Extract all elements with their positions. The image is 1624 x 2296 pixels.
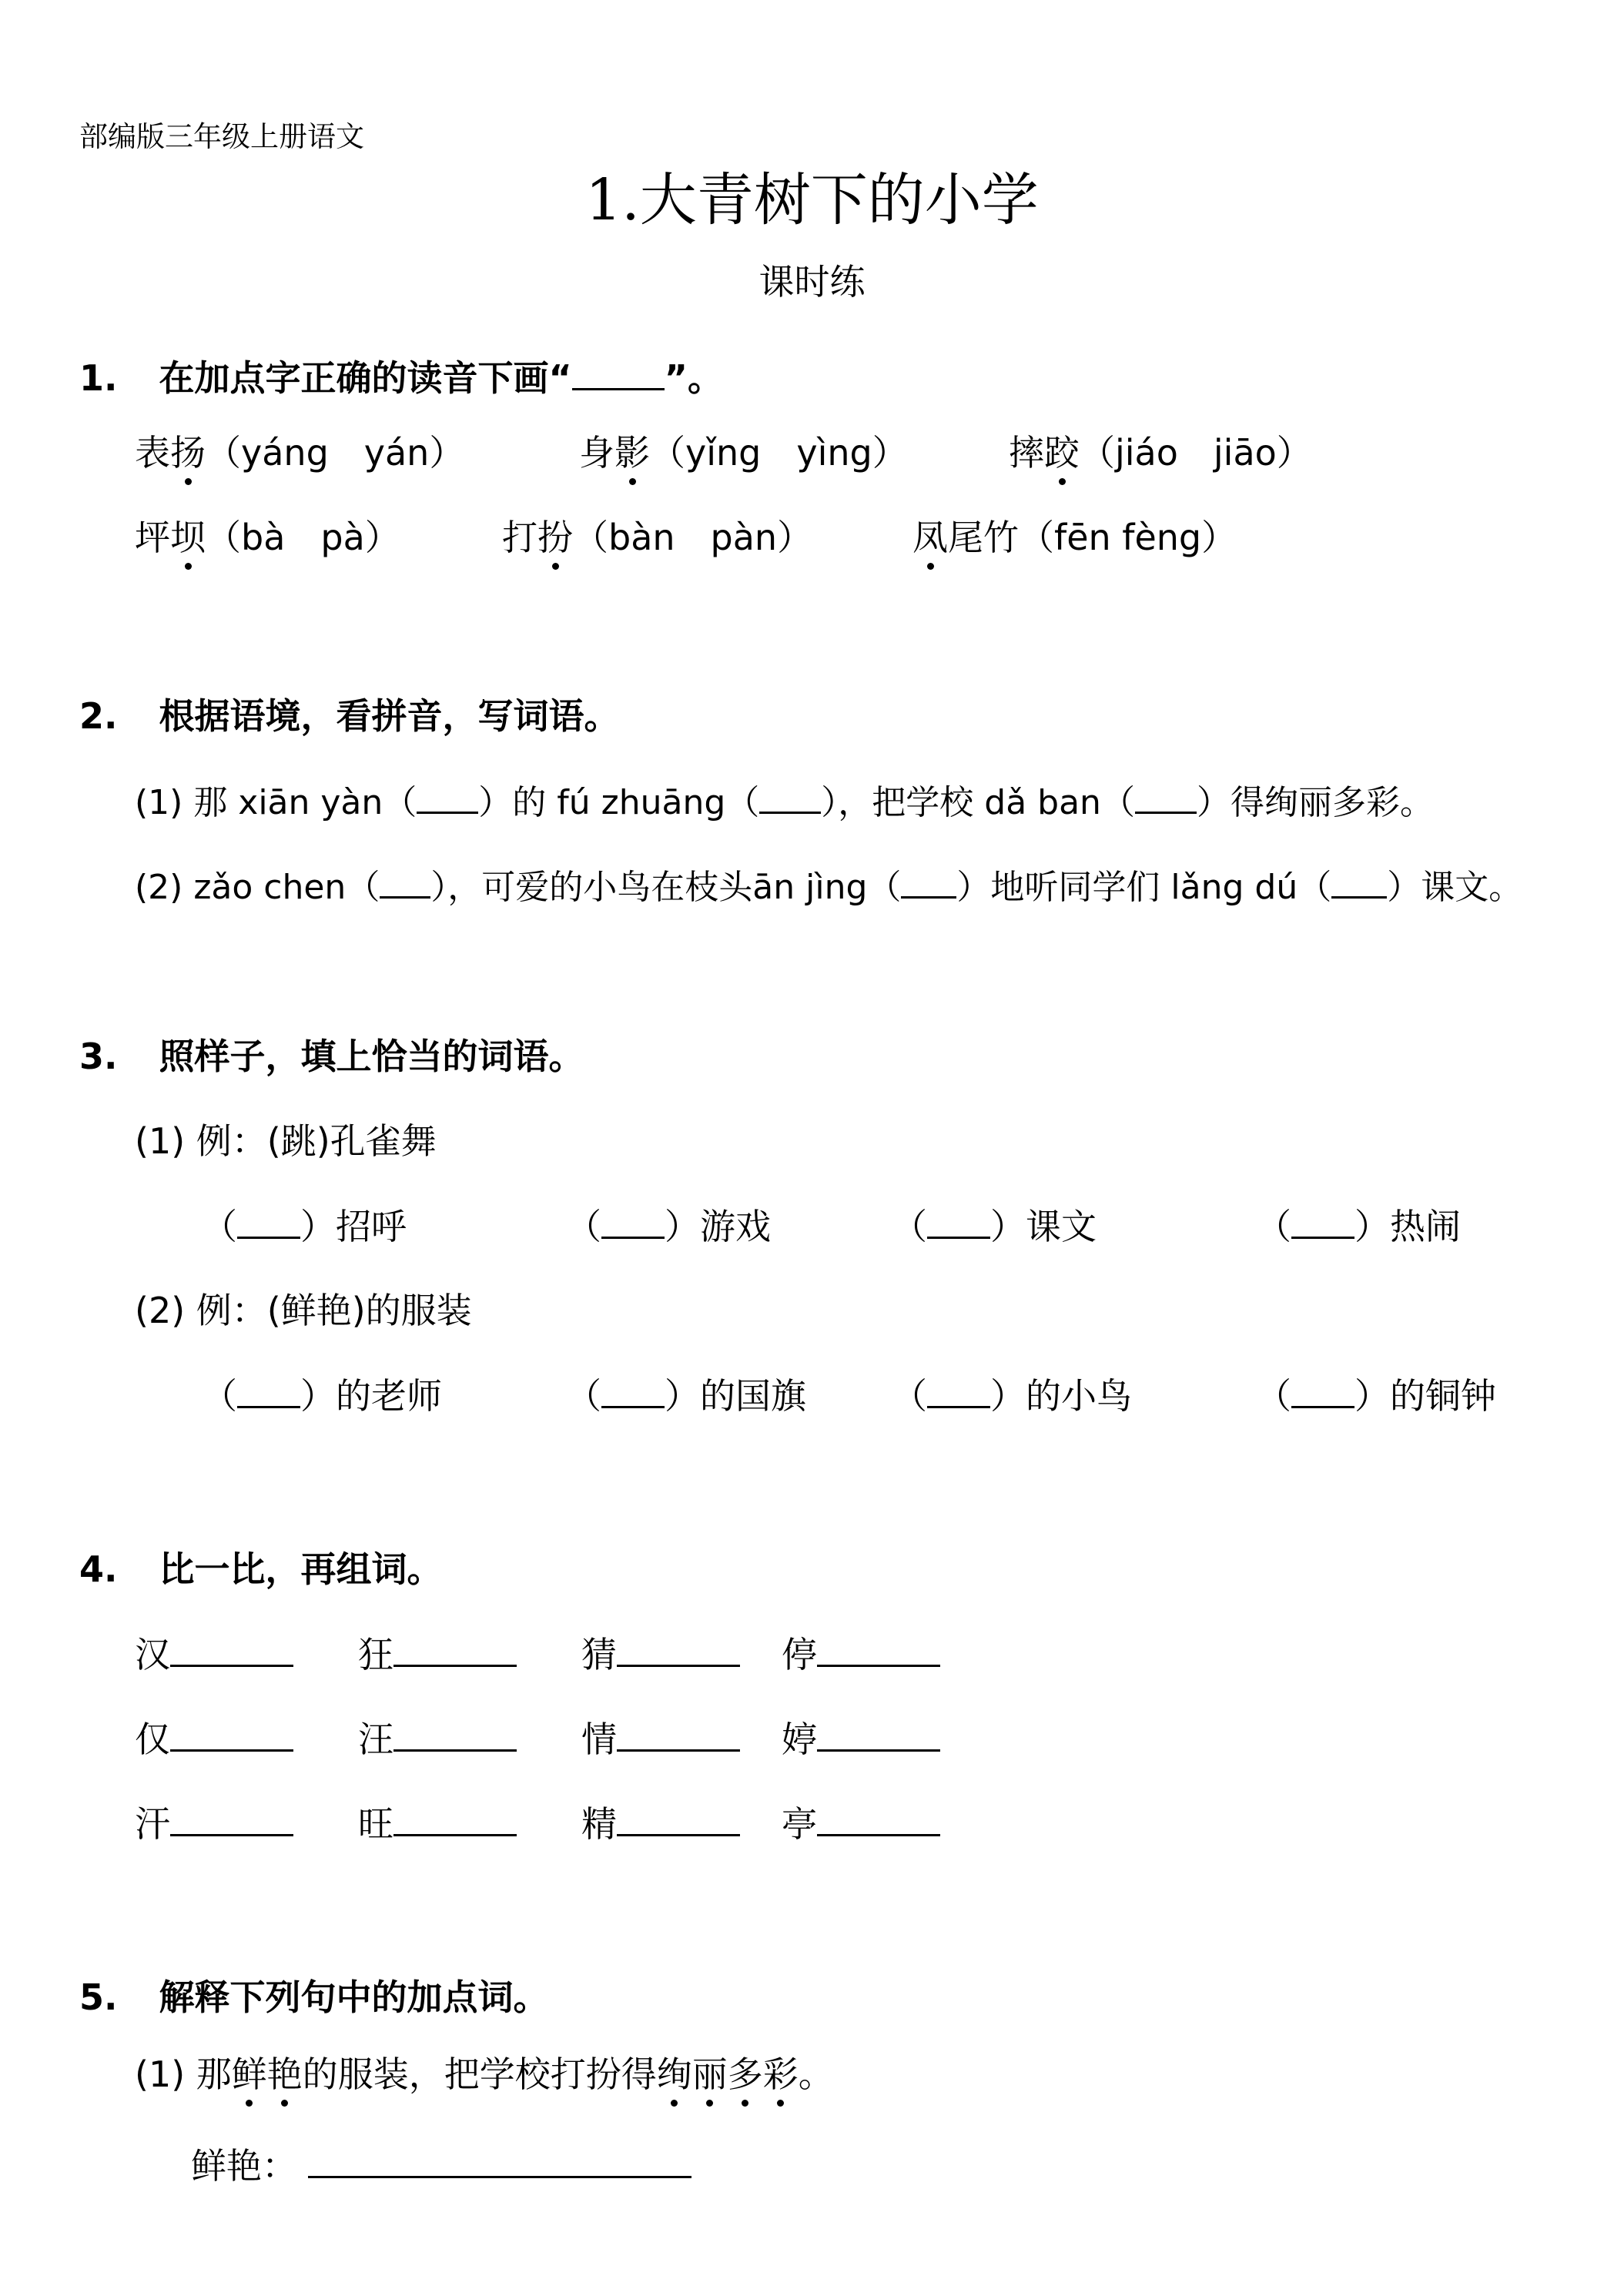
q3-rparen: ） bbox=[300, 1375, 336, 1417]
q3-row2-item-1 bbox=[566, 1372, 806, 1419]
q1-item-1-pinyin: （yǐng yìng） bbox=[650, 432, 908, 474]
q5-heading bbox=[79, 1974, 549, 2020]
q5-number: 5. bbox=[79, 1976, 118, 2018]
q4-blank[interactable] bbox=[170, 1715, 293, 1752]
q4-cell bbox=[782, 1631, 940, 1678]
q4-char: 情 bbox=[581, 1719, 617, 1760]
q4-blank[interactable] bbox=[617, 1715, 740, 1752]
q1-item-3 bbox=[135, 514, 400, 561]
q4-cell bbox=[782, 1800, 940, 1847]
q4-char: 停 bbox=[782, 1634, 817, 1675]
q4-cell bbox=[358, 1715, 517, 1762]
q3-lparen: （ bbox=[1256, 1375, 1291, 1417]
q4-char: 亭 bbox=[782, 1803, 817, 1845]
q3-lparen: （ bbox=[202, 1375, 237, 1417]
q3-row2-blank-3[interactable] bbox=[1291, 1372, 1354, 1408]
q4-prompt: 比一比，再组词。 bbox=[159, 1548, 443, 1590]
q5-s1-end: 。 bbox=[798, 2053, 834, 2095]
q3-lparen: （ bbox=[1256, 1206, 1291, 1247]
q3-row2-item-3 bbox=[1256, 1372, 1496, 1419]
q3-row1-blank-0[interactable] bbox=[237, 1203, 300, 1239]
q1-item-1-dotted-char: 影 bbox=[614, 430, 650, 476]
q2-sentence-2 bbox=[135, 862, 1522, 911]
q2-s2-part-3: ）课文。 bbox=[1387, 868, 1523, 907]
q1-prompt-blank bbox=[572, 354, 665, 390]
q2-prompt: 根据语境，看拼音，写词语。 bbox=[159, 695, 620, 737]
q4-blank[interactable] bbox=[617, 1631, 740, 1667]
q4-cell bbox=[135, 1800, 293, 1847]
q1-item-4-pinyin: （bàn pàn） bbox=[573, 517, 813, 558]
q1-item-4-dotted-char: 扮 bbox=[537, 514, 573, 561]
q4-cell bbox=[135, 1631, 293, 1678]
q3-row1-blank-3[interactable] bbox=[1291, 1203, 1354, 1239]
q2-s1-part-3: ）得绚丽多彩。 bbox=[1196, 783, 1434, 822]
q2-s1-blank-0[interactable] bbox=[417, 778, 478, 814]
q3-heading bbox=[79, 1033, 584, 1079]
q1-item-1 bbox=[579, 430, 908, 476]
q3-row2-item-0 bbox=[202, 1372, 442, 1419]
q3-row1-blank-1[interactable] bbox=[601, 1203, 665, 1239]
q4-char: 旺 bbox=[358, 1803, 393, 1845]
q5-sentence-1 bbox=[135, 2051, 834, 2097]
q2-s2-blank-0[interactable] bbox=[380, 862, 430, 899]
q1-item-2-pinyin: （jiáo jiāo） bbox=[1080, 432, 1312, 474]
q4-number: 4. bbox=[79, 1548, 118, 1590]
q2-heading bbox=[79, 693, 620, 739]
q3-row2-blank-2[interactable] bbox=[927, 1372, 990, 1408]
q1-item-5-rest: 尾竹 bbox=[948, 517, 1019, 558]
q3-row2-blank-0[interactable] bbox=[237, 1372, 300, 1408]
q1-heading bbox=[79, 354, 723, 401]
header-label: 部编版三年级上册语文 bbox=[79, 120, 364, 153]
q1-item-0-char: 表 bbox=[135, 432, 170, 474]
q4-char: 仅 bbox=[135, 1719, 170, 1760]
q2-s2-blank-2[interactable] bbox=[1331, 862, 1387, 899]
q2-s1-blank-2[interactable] bbox=[1135, 778, 1197, 814]
q3-lparen: （ bbox=[202, 1206, 237, 1247]
q3-lparen: （ bbox=[892, 1206, 927, 1247]
q5-answer-blank[interactable] bbox=[308, 2142, 691, 2178]
q5-s1-mid: 的服装，把学校打扮得 bbox=[302, 2053, 657, 2095]
q4-blank[interactable] bbox=[617, 1800, 740, 1836]
q3-example-1: (1) 例：(跳)孔雀舞 bbox=[135, 1120, 437, 1162]
q4-blank[interactable] bbox=[393, 1800, 517, 1836]
q3-row2-word-1: 的国旗 bbox=[700, 1375, 806, 1417]
q1-item-2-char: 摔 bbox=[1009, 432, 1044, 474]
q1-item-5-dotted-char: 凤 bbox=[912, 514, 948, 561]
q4-cell bbox=[358, 1631, 517, 1678]
q3-rparen: ） bbox=[990, 1206, 1026, 1247]
q4-blank[interactable] bbox=[817, 1800, 940, 1836]
q4-cell bbox=[358, 1800, 517, 1847]
q4-char: 汉 bbox=[135, 1634, 170, 1675]
q4-char: 狂 bbox=[358, 1634, 393, 1675]
q1-item-0 bbox=[135, 430, 464, 476]
q2-s1-part-0: (1) 那 xiān yàn（ bbox=[135, 783, 417, 822]
q3-rparen: ） bbox=[665, 1206, 700, 1247]
q3-row1-item-2 bbox=[892, 1203, 1097, 1250]
q3-row2-word-0: 的老师 bbox=[336, 1375, 442, 1417]
q3-row1-word-2: 课文 bbox=[1026, 1206, 1097, 1247]
q1-item-0-pinyin: （yáng yán） bbox=[206, 432, 465, 474]
q4-char: 汪 bbox=[358, 1719, 393, 1760]
q4-cell bbox=[581, 1800, 740, 1847]
q1-item-3-dotted-char: 坝 bbox=[170, 514, 206, 561]
q4-char: 猜 bbox=[581, 1634, 617, 1675]
q2-number: 2. bbox=[79, 695, 118, 737]
q2-s1-part-1: ）的 fú zhuāng（ bbox=[478, 783, 760, 822]
q4-blank[interactable] bbox=[393, 1715, 517, 1752]
q2-sentence-1 bbox=[135, 778, 1434, 826]
q4-char: 汗 bbox=[135, 1803, 170, 1845]
q4-cell bbox=[782, 1715, 940, 1762]
q2-s1-blank-1[interactable] bbox=[759, 778, 821, 814]
q4-blank[interactable] bbox=[393, 1631, 517, 1667]
q3-row2-word-2: 的小鸟 bbox=[1026, 1375, 1132, 1417]
q4-char: 婷 bbox=[782, 1719, 817, 1760]
q1-item-5-pinyin: （fēn fèng） bbox=[1019, 517, 1237, 558]
page-title: 1.大青树下的小学 bbox=[585, 167, 1039, 233]
q4-heading bbox=[79, 1546, 443, 1592]
q1-item-2-dotted-char: 跤 bbox=[1044, 430, 1080, 476]
q1-prompt-pre: 在加点字正确的读音下画“ bbox=[159, 357, 572, 399]
q3-row2-word-3: 的铜钟 bbox=[1390, 1375, 1496, 1417]
q4-blank[interactable] bbox=[170, 1631, 293, 1667]
q4-blank[interactable] bbox=[817, 1631, 940, 1667]
q4-cell bbox=[581, 1715, 740, 1762]
q3-row1-blank-2[interactable] bbox=[927, 1203, 990, 1239]
q5-s1-pre: (1) 那 bbox=[135, 2053, 232, 2095]
q1-number: 1. bbox=[79, 357, 118, 399]
q3-lparen: （ bbox=[566, 1206, 601, 1247]
q5-s1-dotted-char: 鲜 bbox=[232, 2051, 267, 2097]
q3-example-2: (2) 例：(鲜艳)的服装 bbox=[135, 1290, 472, 1331]
q3-lparen: （ bbox=[566, 1375, 601, 1417]
q3-number: 3. bbox=[79, 1036, 118, 1077]
q5-s1-dotted-char: 艳 bbox=[267, 2051, 303, 2097]
q1-item-0-dotted-char: 扬 bbox=[170, 430, 206, 476]
q4-blank[interactable] bbox=[817, 1715, 940, 1752]
q5-s1-dotted-char: 多 bbox=[728, 2051, 763, 2097]
q2-s2-blank-1[interactable] bbox=[901, 862, 956, 899]
q1-item-5 bbox=[912, 514, 1237, 561]
q2-s2-part-1: ），可爱的小鸟在枝头ān jìng（ bbox=[430, 868, 902, 907]
q4-char: 精 bbox=[581, 1803, 617, 1845]
q3-row1-item-3 bbox=[1256, 1203, 1461, 1250]
q4-cell bbox=[135, 1715, 293, 1762]
q1-prompt-post: ”。 bbox=[664, 357, 723, 399]
q5-s1-dotted-char: 彩 bbox=[763, 2051, 799, 2097]
q3-rparen: ） bbox=[665, 1375, 700, 1417]
q3-row2-blank-1[interactable] bbox=[601, 1372, 665, 1408]
q5-s1-dotted-char: 丽 bbox=[692, 2051, 728, 2097]
q5-s1-dotted-char: 绚 bbox=[657, 2051, 692, 2097]
q2-s2-part-2: ）地听同学们 lǎng dú（ bbox=[956, 868, 1332, 907]
q3-lparen: （ bbox=[892, 1375, 927, 1417]
q1-item-4 bbox=[502, 514, 812, 561]
q1-item-2 bbox=[1009, 430, 1312, 476]
q5-answer-row bbox=[191, 2142, 691, 2189]
q3-row2-item-2 bbox=[892, 1372, 1132, 1419]
q3-row1-word-0: 招呼 bbox=[336, 1206, 407, 1247]
q3-row1-word-3: 热闹 bbox=[1390, 1206, 1461, 1247]
q5-prompt: 解释下列句中的加点词。 bbox=[159, 1976, 549, 2018]
q4-cell bbox=[581, 1631, 740, 1678]
q3-rparen: ） bbox=[1354, 1375, 1390, 1417]
q3-prompt: 照样子，填上恰当的词语。 bbox=[159, 1036, 584, 1077]
q2-s2-part-0: (2) zǎo chen（ bbox=[135, 868, 380, 907]
q1-item-3-pinyin: （bà pà） bbox=[206, 517, 400, 558]
page-subtitle: 课时练 bbox=[758, 261, 866, 303]
q3-rparen: ） bbox=[990, 1375, 1026, 1417]
q2-s1-part-2: ），把学校 dǎ ban（ bbox=[821, 783, 1135, 822]
q5-answer-label: 鲜艳： bbox=[191, 2145, 297, 2187]
q3-row1-item-1 bbox=[566, 1203, 771, 1250]
q1-item-4-char: 打 bbox=[502, 517, 537, 558]
q4-blank[interactable] bbox=[170, 1800, 293, 1836]
q1-item-1-char: 身 bbox=[579, 432, 614, 474]
q3-row1-word-1: 游戏 bbox=[700, 1206, 771, 1247]
q1-item-3-char: 坪 bbox=[135, 517, 170, 558]
q3-rparen: ） bbox=[1354, 1206, 1390, 1247]
q3-row1-item-0 bbox=[202, 1203, 407, 1250]
q3-rparen: ） bbox=[300, 1206, 336, 1247]
